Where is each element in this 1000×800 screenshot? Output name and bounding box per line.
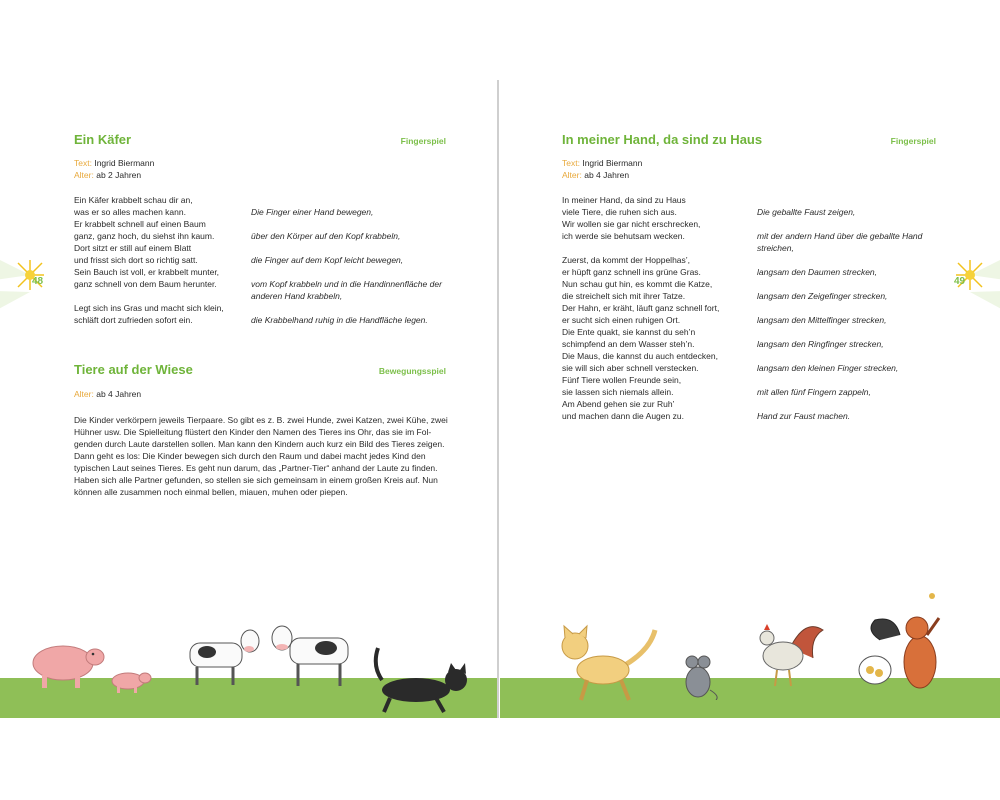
section-tag: Bewegungsspiel	[378, 366, 446, 376]
poem-actions: Die geballte Faust zeigen, mit der andern Hand über die geballte Hand streichen, langsam den Daumen strecken, langsam den Zeigefinger strecken, langsam den Mittelfinger strecken, langsam den Ringfinger strecken, langsam den kleinen Finger strecken, mit allen fünf Fingern zappeln, Hand zur Faust machen.	[757, 207, 923, 421]
section-title-ein-kaefer: Ein Käfer	[74, 132, 132, 147]
author-line	[74, 157, 154, 169]
age-label: Alter:	[74, 170, 94, 180]
black-cat-illustration	[370, 646, 475, 718]
author-line	[562, 157, 642, 169]
rooster-illustration	[755, 618, 825, 693]
cat-illustration	[555, 620, 660, 707]
page-number: 48	[32, 276, 44, 287]
section-tag: Fingerspiel	[890, 136, 936, 146]
age-line	[74, 169, 141, 181]
page-number: 49	[954, 276, 966, 287]
age-value: ab 4 Jahren	[96, 389, 142, 399]
book-spine	[497, 80, 499, 718]
age-label: Alter:	[74, 389, 94, 399]
section-title-in-meiner-hand: In meiner Hand, da sind zu Haus	[562, 132, 763, 147]
game-description: Die Kinder verkörpern jeweils Tierpaare. So gibt es z. B. zwei Hunde, zwei Katzen, zwei Kühe, zwei Hühner usw. Die Spielleitung flüstert den Kinder den Namen des Tieres ins Ohr, das sie im Fol- genden durch Laute darstellen sollen. Man kann den Kindern auch kurz ein Bild des Tieres zeigen. Dann geht es los: Die Kinder bewegen sich durch den Raum und dabei macht jedes Kind den typischen Laut seines Tieres. Es geht nun darum, das „Partner-Tier“ anhand der Laute zu finden. Haben sich alle Partner gefunden, so stellen sie sich gemeinsam in einem großen Kreis auf. Nun können alle zusammen noch einmal bellen, miauen, muhen oder piepen.	[74, 415, 448, 497]
piglet-illustration	[108, 668, 153, 698]
cow-illustration	[185, 625, 265, 692]
squirrel-illustration	[855, 590, 955, 705]
poem-verse: Ein Käfer krabbelt schau dir an, was er so alles machen kann. Er krabbelt schnell auf einen Baum ganz, ganz hoch, du siehst ihn kaum. Dort sitzt er still auf einem Blatt und frisst sich dort so richtig satt. Sein Bauch ist voll, er krabbelt munter, ganz schnell von dem Baum herunter. Legt sich ins Gras und macht sich klein, schläft dort zufrieden sofort ein.	[74, 195, 224, 325]
right-page	[500, 80, 1000, 718]
author-name: Ingrid Biermann	[94, 158, 155, 168]
poem-verse: In meiner Hand, da sind zu Haus viele Tiere, die ruhen sich aus. Wir wollen sie gar nicht erschrecken, ich werde sie behutsam wecken. Zuerst, da kommt der Hoppelhas’, er hüpft ganz schnell ins grüne Gras. Nun schau gut hin, es kommt die Katze, die streichelt sich mit ihrer Tatze. Der Hahn, er kräht, läuft ganz schnell fort, er sucht sich einen ruhigen Ort. Die Ente quakt, sie kannst du seh’n schimpfend an dem Wasser steh’n. Die Maus, die kannst du auch entdecken, sie will sich aber schnell verstecken. Fünf Tiere wollen Freunde sein, sie lassen sich niemals allein. Am Abend gehen sie zur Ruh’ und machen dann die Augen zu.	[562, 195, 720, 421]
poem-actions: Die Finger einer Hand bewegen, über den Körper auf den Kopf krabbeln, die Finger auf dem Kopf leicht bewegen, vom Kopf krabbeln und in die Handinnenfläche der anderen Hand krabbeln, die Krabbelhand ruhig in die Handfläche legen.	[251, 207, 442, 325]
age-line	[74, 388, 141, 400]
text-label: Text:	[562, 158, 580, 168]
pig-illustration	[30, 635, 105, 695]
cow-illustration	[266, 620, 356, 693]
age-line	[562, 169, 629, 181]
text-label: Text:	[74, 158, 92, 168]
section-title-tiere: Tiere auf der Wiese	[74, 362, 193, 377]
sun-icon	[950, 230, 1000, 345]
author-name: Ingrid Biermann	[582, 158, 643, 168]
mouse-illustration	[680, 652, 720, 705]
left-page	[0, 80, 498, 718]
sun-icon	[0, 230, 50, 345]
section-tag: Fingerspiel	[400, 136, 446, 146]
age-value: ab 4 Jahren	[584, 170, 630, 180]
age-value: ab 2 Jahren	[96, 170, 142, 180]
age-label: Alter:	[562, 170, 582, 180]
